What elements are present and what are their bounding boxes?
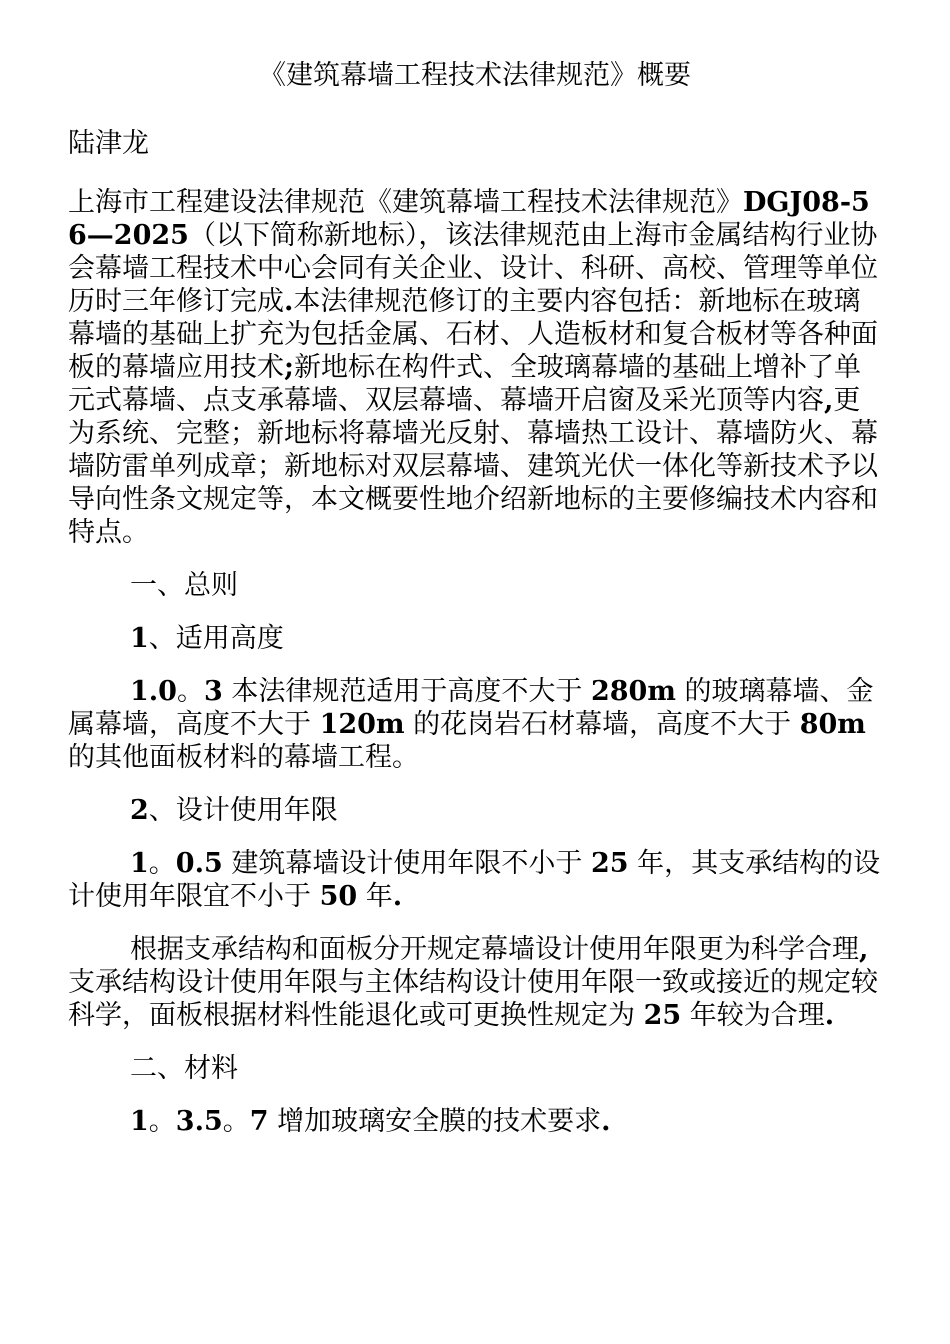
section-heading-general: 一、总则 (130, 570, 238, 601)
clause-number-part: 7 (249, 1106, 269, 1137)
clause-text: 的花岗岩石材幕墙，高度不大于 (404, 709, 800, 740)
intro-paragraph (68, 186, 882, 549)
intro-text-4: 新地标在构件式、全玻璃幕墙的基础上增补了单元式幕墙、点支承幕墙、双层幕墙、幕墙开启窗及采光顶等内容 (68, 352, 861, 416)
standard-code: DGJ08-56—2025 (68, 187, 870, 251)
subheading-label: 、设计使用年限 (148, 795, 338, 826)
explanation-text: 根据支承结构和面板分开规定幕墙设计使用年限更为科学合理 (130, 934, 859, 965)
clause-number-part: 1 (130, 848, 149, 879)
section-heading-materials: 二、材料 (130, 1053, 238, 1084)
years-value: 50 (319, 881, 358, 912)
height-value: 120m (319, 709, 405, 740)
author-name: 陆津龙 (68, 128, 149, 159)
clause-separator: 。 (148, 848, 176, 879)
intro-semicolon: ; (284, 352, 294, 383)
explanation-text: 年较为合理 (681, 1000, 825, 1031)
height-value: 280m (590, 676, 676, 707)
years-value: 25 (643, 1000, 682, 1031)
clause-separator: 。 (176, 676, 204, 707)
clause-dot: . (392, 881, 403, 912)
height-value: 80m (799, 709, 866, 740)
clause-dot: . (601, 1106, 611, 1137)
document-title: 《建筑幕墙工程技术法律规范》概要 (259, 60, 691, 91)
clause-1-3-5-7 (68, 1105, 882, 1138)
explanation-text: 支承结构设计使用年限与主体结构设计使用年限一致或接近的规定较科学，面板根据材料性能退化或可更换性规定为 (68, 967, 878, 1031)
clause-separator: 。 (222, 1106, 250, 1137)
subheading-number: 1 (130, 623, 149, 654)
intro-text-1: 上海市工程建设法律规范《建筑幕墙工程技术法律规范》 (68, 187, 743, 218)
clause-text: 本法律规范适用于高度不大于 (222, 676, 591, 707)
explanation-dot: . (824, 1000, 835, 1031)
clause-separator: 。 (148, 1106, 176, 1137)
clause-number-part: 1.0 (130, 676, 177, 707)
clause-text: 年，其支承结构的设计使用年限宜不小于 (68, 848, 881, 912)
subheading-label: 、适用高度 (148, 623, 284, 654)
intro-text-5: 更为系统、完整；新地标将幕墙光反射、幕墙热工设计、幕墙防火、幕墙防雷单列成章；新地标对双层幕墙、建筑光伏一体化等新技术予以导向性条文规定等，本文概要性地介绍新地标的主要修编技术内容和特点。 (68, 385, 878, 548)
intro-dot: . (284, 286, 294, 317)
clause-number-part: 3 (203, 676, 223, 707)
years-value: 25 (590, 848, 629, 879)
clause-text: 增加玻璃安全膜的技术要求 (268, 1106, 602, 1137)
clause-text: 年 (357, 881, 393, 912)
clause-number-part: 1 (130, 1106, 149, 1137)
subheading-design-life (68, 794, 882, 827)
intro-text-2: （以下简称新地标），该法律规范由上海市金属结构行业协会幕墙工程技术中心会同有关企业、设计、科研、高校、管理等单位历时三年修订完成 (68, 220, 878, 317)
subheading-number: 2 (130, 795, 149, 826)
intro-text-3: 本法律规范修订的主要内容包括：新地标在玻璃幕墙的基础上扩充为包括金属、石材、人造板材和复合板材等各种面板的幕墙应用技术 (68, 286, 878, 383)
explanation-comma: , (859, 934, 869, 965)
clause-number-part: 3.5 (175, 1106, 223, 1137)
clause-text: 的玻璃幕墙、金属幕墙，高度不大于 (68, 676, 874, 740)
clause-1-0-3 (68, 675, 882, 774)
intro-comma: , (824, 385, 834, 416)
clause-text: 的其他面板材料的幕墙工程。 (68, 742, 419, 773)
subheading-applicable-height (68, 622, 882, 655)
design-life-explanation (68, 933, 882, 1032)
clause-number-part: 0.5 (175, 848, 223, 879)
clause-text: 建筑幕墙设计使用年限不小于 (222, 848, 591, 879)
clause-1-0-5 (68, 847, 882, 913)
